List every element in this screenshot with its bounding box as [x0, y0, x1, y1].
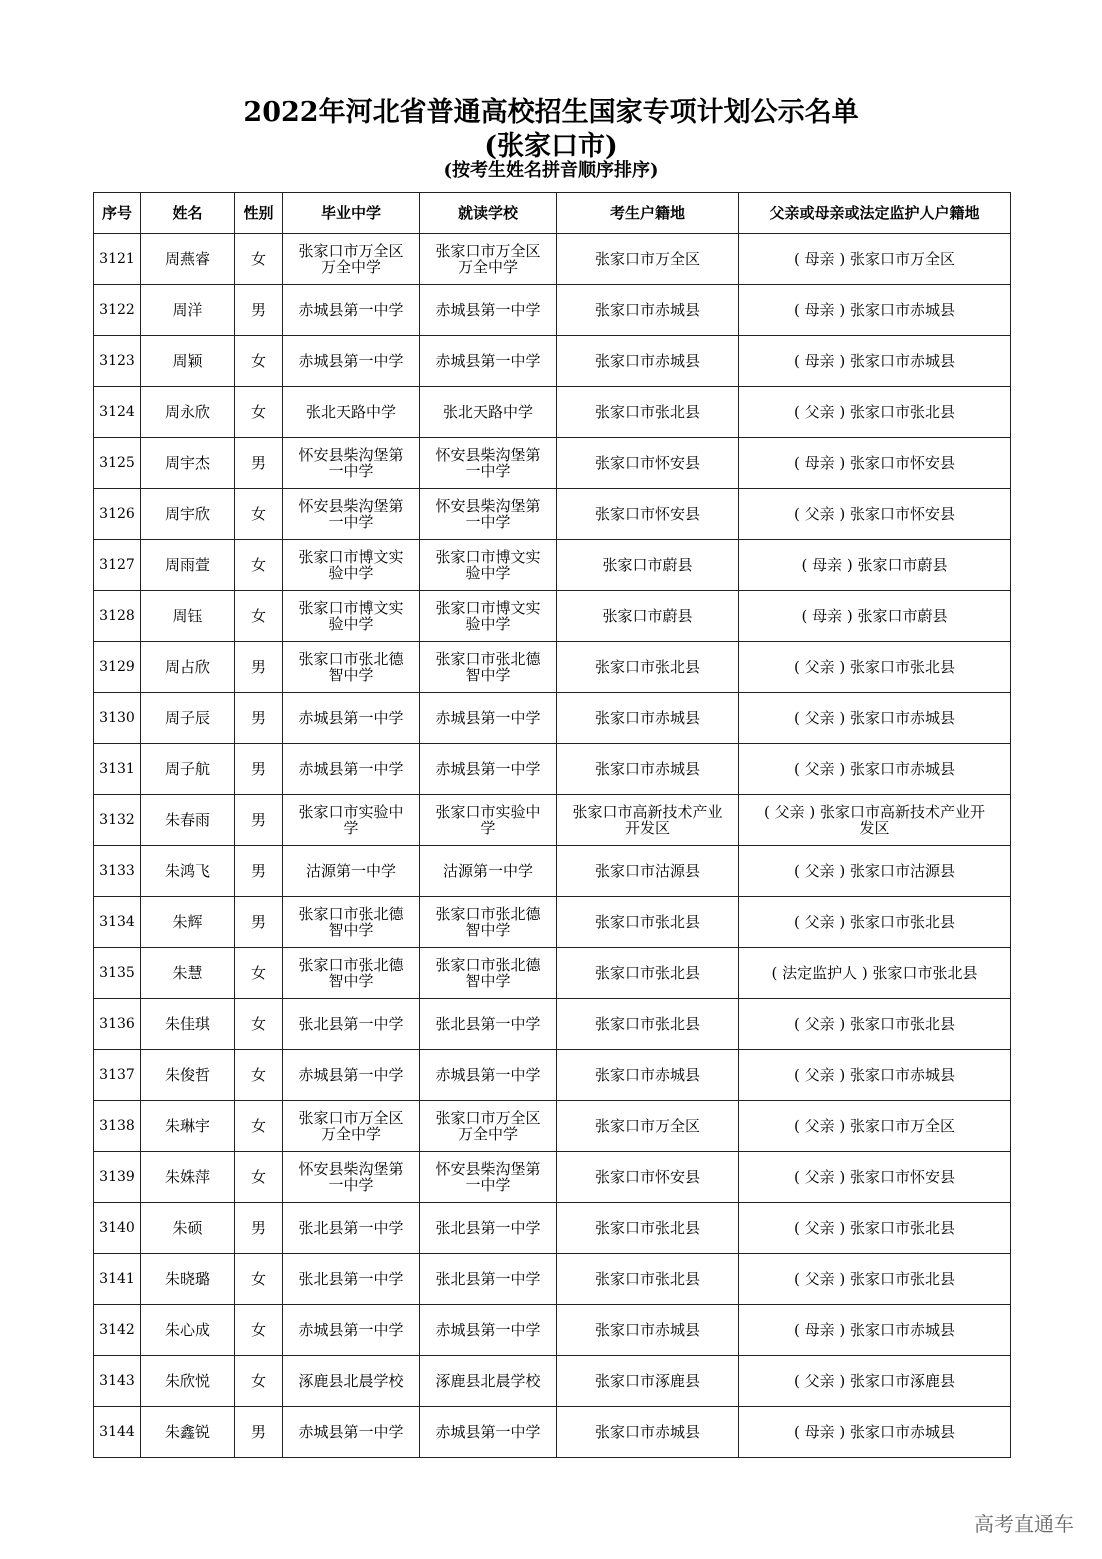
cell-graduated-school: 怀安县柴沟堡第 一中学	[283, 438, 420, 489]
cell-gender: 女	[235, 540, 283, 591]
cell-index: 3124	[94, 387, 141, 438]
table-row	[94, 744, 1011, 795]
cell-household: 张家口市赤城县	[557, 285, 739, 336]
table-row	[94, 540, 1011, 591]
cell-name: 周宇欣	[141, 489, 235, 540]
cell-index: 3128	[94, 591, 141, 642]
cell-index: 3138	[94, 1101, 141, 1152]
cell-index: 3121	[94, 234, 141, 285]
cell-gender: 女	[235, 591, 283, 642]
header-col-gender: 性别	[235, 193, 283, 234]
cell-current-school: 张北县第一中学	[420, 1254, 557, 1305]
cell-current-school: 怀安县柴沟堡第 一中学	[420, 438, 557, 489]
document-title: 2022年河北省普通高校招生国家专项计划公示名单	[243, 97, 859, 128]
table-row	[94, 642, 1011, 693]
cell-current-school: 赤城县第一中学	[420, 1050, 557, 1101]
cell-index: 3123	[94, 336, 141, 387]
cell-gender: 女	[235, 336, 283, 387]
cell-index: 3127	[94, 540, 141, 591]
header-col-household: 考生户籍地	[557, 193, 739, 234]
cell-current-school: 赤城县第一中学	[420, 1407, 557, 1458]
table-row	[94, 591, 1011, 642]
cell-gender: 男	[235, 1407, 283, 1458]
cell-graduated-school: 张家口市万全区 万全中学	[283, 234, 420, 285]
cell-household: 张家口市张北县	[557, 999, 739, 1050]
cell-current-school: 张家口市张北德 智中学	[420, 897, 557, 948]
cell-graduated-school: 赤城县第一中学	[283, 1050, 420, 1101]
cell-index: 3126	[94, 489, 141, 540]
cell-graduated-school: 赤城县第一中学	[283, 693, 420, 744]
cell-graduated-school: 赤城县第一中学	[283, 744, 420, 795]
table-row	[94, 795, 1011, 846]
cell-household: 张家口市怀安县	[557, 489, 739, 540]
cell-parent-household: ( 母亲 ) 张家口市怀安县	[739, 438, 1011, 489]
cell-parent-household: ( 父亲 ) 张家口市张北县	[739, 642, 1011, 693]
cell-parent-household: ( 父亲 ) 张家口市沽源县	[739, 846, 1011, 897]
cell-gender: 男	[235, 1203, 283, 1254]
cell-parent-household: ( 父亲 ) 张家口市张北县	[739, 897, 1011, 948]
cell-household: 张家口市赤城县	[557, 744, 739, 795]
cell-household: 张家口市张北县	[557, 387, 739, 438]
cell-parent-household: ( 母亲 ) 张家口市赤城县	[739, 1305, 1011, 1356]
cell-current-school: 赤城县第一中学	[420, 693, 557, 744]
table-row	[94, 1356, 1011, 1407]
cell-gender: 女	[235, 1152, 283, 1203]
table-row	[94, 1407, 1011, 1458]
cell-gender: 男	[235, 744, 283, 795]
cell-index: 3122	[94, 285, 141, 336]
cell-graduated-school: 赤城县第一中学	[283, 1305, 420, 1356]
header-col-name: 姓名	[141, 193, 235, 234]
cell-name: 朱硕	[141, 1203, 235, 1254]
cell-name: 周子航	[141, 744, 235, 795]
cell-parent-household: ( 父亲 ) 张家口市赤城县	[739, 693, 1011, 744]
cell-current-school: 赤城县第一中学	[420, 1305, 557, 1356]
cell-current-school: 张北天路中学	[420, 387, 557, 438]
table-row	[94, 234, 1011, 285]
cell-index: 3130	[94, 693, 141, 744]
table-row	[94, 1050, 1011, 1101]
cell-name: 朱晓璐	[141, 1254, 235, 1305]
cell-index: 3125	[94, 438, 141, 489]
table-row	[94, 693, 1011, 744]
cell-gender: 男	[235, 846, 283, 897]
cell-gender: 男	[235, 897, 283, 948]
cell-household: 张家口市蔚县	[557, 591, 739, 642]
cell-household: 张家口市高新技术产业 开发区	[557, 795, 739, 846]
cell-household: 张家口市张北县	[557, 1203, 739, 1254]
cell-household: 张家口市张北县	[557, 948, 739, 999]
cell-graduated-school: 怀安县柴沟堡第 一中学	[283, 489, 420, 540]
table-row	[94, 1254, 1011, 1305]
cell-gender: 女	[235, 1254, 283, 1305]
cell-name: 朱辉	[141, 897, 235, 948]
cell-graduated-school: 张北天路中学	[283, 387, 420, 438]
cell-parent-household: ( 母亲 ) 张家口市赤城县	[739, 285, 1011, 336]
cell-parent-household: ( 父亲 ) 张家口市赤城县	[739, 744, 1011, 795]
cell-current-school: 赤城县第一中学	[420, 285, 557, 336]
cell-name: 朱鸿飞	[141, 846, 235, 897]
table-row	[94, 1203, 1011, 1254]
cell-parent-household: ( 法定监护人 ) 张家口市张北县	[739, 948, 1011, 999]
cell-graduated-school: 张家口市张北德 智中学	[283, 948, 420, 999]
cell-gender: 男	[235, 795, 283, 846]
cell-gender: 男	[235, 438, 283, 489]
cell-parent-household: ( 父亲 ) 张家口市张北县	[739, 1203, 1011, 1254]
cell-gender: 女	[235, 1356, 283, 1407]
cell-index: 3143	[94, 1356, 141, 1407]
cell-current-school: 沽源第一中学	[420, 846, 557, 897]
table-row	[94, 489, 1011, 540]
cell-index: 3129	[94, 642, 141, 693]
cell-household: 张家口市张北县	[557, 642, 739, 693]
document-subtitle: (张家口市)	[484, 131, 618, 162]
cell-household: 张家口市张北县	[557, 897, 739, 948]
cell-graduated-school: 涿鹿县北晨学校	[283, 1356, 420, 1407]
cell-name: 周宇杰	[141, 438, 235, 489]
cell-household: 张家口市怀安县	[557, 1152, 739, 1203]
cell-gender: 女	[235, 1305, 283, 1356]
cell-graduated-school: 张家口市张北德 智中学	[283, 642, 420, 693]
cell-parent-household: ( 父亲 ) 张家口市怀安县	[739, 489, 1011, 540]
cell-name: 朱欣悦	[141, 1356, 235, 1407]
cell-household: 张家口市张北县	[557, 1254, 739, 1305]
cell-household: 张家口市蔚县	[557, 540, 739, 591]
cell-gender: 女	[235, 948, 283, 999]
cell-name: 周钰	[141, 591, 235, 642]
cell-name: 周占欣	[141, 642, 235, 693]
cell-gender: 女	[235, 489, 283, 540]
table-row	[94, 1152, 1011, 1203]
table-row	[94, 897, 1011, 948]
cell-parent-household: ( 父亲 ) 张家口市张北县	[739, 1254, 1011, 1305]
cell-name: 朱琳宇	[141, 1101, 235, 1152]
cell-household: 张家口市沽源县	[557, 846, 739, 897]
cell-index: 3137	[94, 1050, 141, 1101]
cell-index: 3144	[94, 1407, 141, 1458]
cell-household: 张家口市涿鹿县	[557, 1356, 739, 1407]
cell-graduated-school: 沽源第一中学	[283, 846, 420, 897]
cell-graduated-school: 张北县第一中学	[283, 1254, 420, 1305]
table-row	[94, 438, 1011, 489]
cell-index: 3134	[94, 897, 141, 948]
cell-household: 张家口市赤城县	[557, 1305, 739, 1356]
cell-parent-household: ( 母亲 ) 张家口市蔚县	[739, 591, 1011, 642]
cell-graduated-school: 赤城县第一中学	[283, 1407, 420, 1458]
cell-graduated-school: 赤城县第一中学	[283, 336, 420, 387]
cell-current-school: 张家口市博文实 验中学	[420, 591, 557, 642]
cell-parent-household: ( 父亲 ) 张家口市张北县	[739, 999, 1011, 1050]
cell-current-school: 怀安县柴沟堡第 一中学	[420, 1152, 557, 1203]
cell-index: 3132	[94, 795, 141, 846]
cell-current-school: 张北县第一中学	[420, 1203, 557, 1254]
cell-current-school: 张家口市万全区 万全中学	[420, 234, 557, 285]
cell-household: 张家口市赤城县	[557, 693, 739, 744]
cell-household: 张家口市怀安县	[557, 438, 739, 489]
cell-current-school: 张家口市张北德 智中学	[420, 948, 557, 999]
cell-graduated-school: 张家口市万全区 万全中学	[283, 1101, 420, 1152]
cell-current-school: 赤城县第一中学	[420, 744, 557, 795]
cell-gender: 男	[235, 642, 283, 693]
cell-name: 朱佳琪	[141, 999, 235, 1050]
cell-graduated-school: 张北县第一中学	[283, 999, 420, 1050]
cell-household: 张家口市赤城县	[557, 336, 739, 387]
cell-index: 3133	[94, 846, 141, 897]
cell-current-school: 涿鹿县北晨学校	[420, 1356, 557, 1407]
cell-index: 3135	[94, 948, 141, 999]
cell-parent-household: ( 父亲 ) 张家口市高新技术产业开 发区	[739, 795, 1011, 846]
cell-parent-household: ( 母亲 ) 张家口市万全区	[739, 234, 1011, 285]
header-col-graduated-school: 毕业中学	[283, 193, 420, 234]
cell-gender: 女	[235, 999, 283, 1050]
cell-name: 朱姝萍	[141, 1152, 235, 1203]
table-row	[94, 1101, 1011, 1152]
cell-name: 朱心成	[141, 1305, 235, 1356]
cell-name: 朱鑫锐	[141, 1407, 235, 1458]
cell-current-school: 怀安县柴沟堡第 一中学	[420, 489, 557, 540]
cell-graduated-school: 赤城县第一中学	[283, 285, 420, 336]
cell-gender: 女	[235, 1101, 283, 1152]
table-row	[94, 1305, 1011, 1356]
cell-current-school: 赤城县第一中学	[420, 336, 557, 387]
cell-current-school: 张家口市张北德 智中学	[420, 642, 557, 693]
table-row	[94, 948, 1011, 999]
cell-graduated-school: 张家口市博文实 验中学	[283, 540, 420, 591]
cell-household: 张家口市万全区	[557, 234, 739, 285]
cell-gender: 女	[235, 1050, 283, 1101]
cell-current-school: 张家口市实验中 学	[420, 795, 557, 846]
cell-parent-household: ( 母亲 ) 张家口市赤城县	[739, 336, 1011, 387]
cell-household: 张家口市赤城县	[557, 1050, 739, 1101]
cell-household: 张家口市万全区	[557, 1101, 739, 1152]
header-col-parent-household: 父亲或母亲或法定监护人户籍地	[739, 193, 1011, 234]
cell-current-school: 张家口市万全区 万全中学	[420, 1101, 557, 1152]
cell-name: 朱春雨	[141, 795, 235, 846]
cell-name: 周雨萱	[141, 540, 235, 591]
cell-gender: 女	[235, 234, 283, 285]
cell-name: 周永欣	[141, 387, 235, 438]
cell-gender: 女	[235, 387, 283, 438]
cell-parent-household: ( 父亲 ) 张家口市怀安县	[739, 1152, 1011, 1203]
cell-index: 3142	[94, 1305, 141, 1356]
cell-gender: 男	[235, 693, 283, 744]
cell-current-school: 张北县第一中学	[420, 999, 557, 1050]
cell-parent-household: ( 母亲 ) 张家口市蔚县	[739, 540, 1011, 591]
cell-current-school: 张家口市博文实 验中学	[420, 540, 557, 591]
table-row	[94, 999, 1011, 1050]
table-row	[94, 846, 1011, 897]
roster-table	[93, 192, 1011, 1458]
cell-name: 朱俊哲	[141, 1050, 235, 1101]
table-row	[94, 387, 1011, 438]
table-row	[94, 336, 1011, 387]
cell-index: 3131	[94, 744, 141, 795]
cell-parent-household: ( 父亲 ) 张家口市万全区	[739, 1101, 1011, 1152]
cell-name: 周颖	[141, 336, 235, 387]
cell-index: 3141	[94, 1254, 141, 1305]
table-header-row	[94, 193, 1011, 234]
cell-name: 周子辰	[141, 693, 235, 744]
sort-note: (按考生姓名拼音顺序排序)	[443, 160, 659, 181]
cell-index: 3136	[94, 999, 141, 1050]
cell-parent-household: ( 父亲 ) 张家口市涿鹿县	[739, 1356, 1011, 1407]
cell-household: 张家口市赤城县	[557, 1407, 739, 1458]
cell-graduated-school: 张家口市博文实 验中学	[283, 591, 420, 642]
table-row	[94, 285, 1011, 336]
cell-parent-household: ( 父亲 ) 张家口市张北县	[739, 387, 1011, 438]
header-col-index: 序号	[94, 193, 141, 234]
cell-graduated-school: 张家口市张北德 智中学	[283, 897, 420, 948]
cell-name: 周燕睿	[141, 234, 235, 285]
cell-name: 朱慧	[141, 948, 235, 999]
cell-parent-household: ( 母亲 ) 张家口市赤城县	[739, 1407, 1011, 1458]
cell-parent-household: ( 父亲 ) 张家口市赤城县	[739, 1050, 1011, 1101]
cell-graduated-school: 张家口市实验中 学	[283, 795, 420, 846]
cell-graduated-school: 张北县第一中学	[283, 1203, 420, 1254]
cell-index: 3140	[94, 1203, 141, 1254]
cell-name: 周洋	[141, 285, 235, 336]
cell-graduated-school: 怀安县柴沟堡第 一中学	[283, 1152, 420, 1203]
cell-index: 3139	[94, 1152, 141, 1203]
header-col-current-school: 就读学校	[420, 193, 557, 234]
cell-gender: 男	[235, 285, 283, 336]
watermark: 高考直通车	[974, 1512, 1074, 1536]
